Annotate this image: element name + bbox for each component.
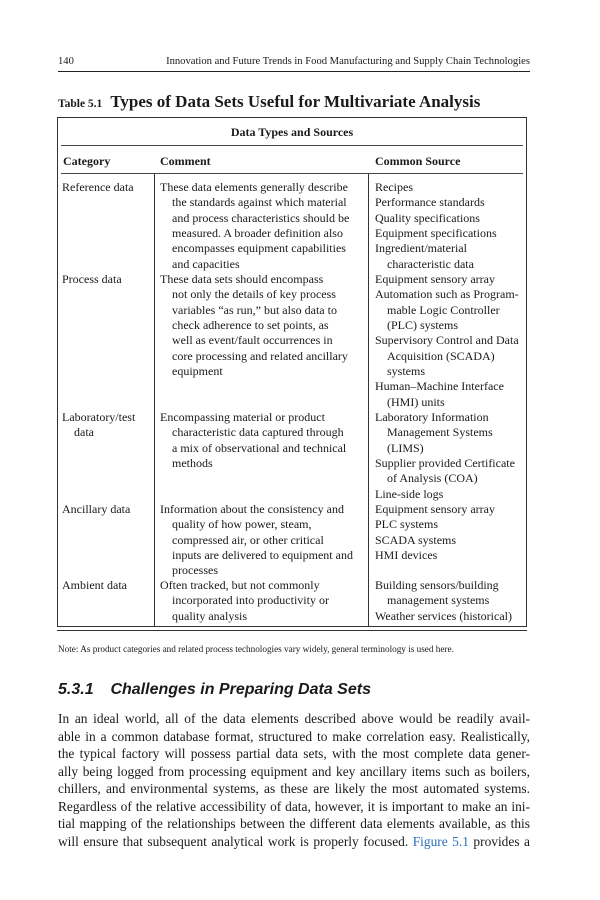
comment-line: not only the details of key process (172, 287, 336, 302)
source-line: (HMI) units (387, 394, 445, 409)
source-line: management systems (387, 593, 490, 608)
source-line: Management Systems (387, 425, 493, 440)
group-header-rule (61, 145, 523, 146)
page-number: 140 (58, 56, 74, 67)
comment-line: methods (172, 456, 213, 471)
source-line: PLC systems (375, 517, 439, 532)
row-reference-category (62, 180, 134, 195)
running-header (58, 56, 530, 72)
paragraph-last-line (58, 833, 530, 851)
category-line: Laboratory/test (62, 410, 136, 424)
comment-line: check adherence to set points, as (172, 318, 329, 333)
comment-line: quality analysis (172, 608, 247, 623)
comment-line: well as event/fault occurrences in (172, 333, 333, 348)
source-line: Automation such as Program- (375, 287, 519, 302)
table-caption (58, 92, 538, 112)
category-line: data (74, 425, 94, 440)
source-line: Equipment specifications (375, 226, 497, 241)
comment-line: These data elements generally describe (160, 180, 348, 194)
paragraph-line: tial mapping of the relationships between the different data elements available, as this (58, 816, 530, 831)
row-process-category (62, 272, 122, 287)
source-line: Equipment sensory array (375, 272, 495, 286)
row-reference-comment (160, 180, 349, 272)
column-header-comment: Comment (160, 154, 211, 168)
table-group-header: Data Types and Sources (230, 125, 354, 139)
category-line: Ambient data (62, 578, 127, 592)
comment-line: and capacities (172, 256, 240, 271)
source-line: (PLC) systems (387, 318, 459, 333)
section-number: 5.3.1 (58, 681, 94, 698)
running-title: Innovation and Future Trends in Food Manufacturing and Supply Chain Technologies (166, 56, 530, 67)
section-heading (58, 681, 371, 699)
figure-link[interactable]: Figure 5.1 (412, 833, 469, 849)
comment-line: incorporated into productivity or (172, 593, 329, 608)
row-process-source (375, 272, 519, 410)
source-line: Quality specifications (375, 210, 480, 225)
comment-line: quality of how power, steam, (172, 517, 312, 532)
table-bottom-rule (57, 630, 527, 631)
paragraph-line: ally being logged from processing equipment and key ancillary items such as boilers, (58, 763, 530, 779)
table-note: Note: As product categories and related process technologies vary widely, general terminology is used here. (58, 644, 454, 654)
row-ambient-comment (160, 578, 329, 624)
source-line: Equipment sensory array (375, 502, 495, 516)
source-line: Supervisory Control and Data (375, 333, 519, 348)
row-ancillary-category (62, 502, 130, 517)
column-header-category: Category (63, 154, 111, 168)
source-line: Laboratory Information (375, 410, 489, 424)
source-line: mable Logic Controller (387, 302, 500, 317)
paragraph-line: Regardless of the relative accessibility of data, however, it is important to make an ini- (58, 798, 530, 814)
comment-line: a mix of observational and technical (172, 440, 347, 455)
paragraph-line: the typical factory will possess partial data sets, with the most complete data gener- (58, 746, 530, 761)
source-line: Recipes (375, 180, 413, 194)
paragraph-line: In an ideal world, all of the data elements described above would be readily avail- (58, 711, 530, 726)
last-line-text: will ensure that subsequent analytical work is properly focused. (58, 833, 409, 849)
row-laboratory-comment (160, 410, 346, 471)
row-reference-source (375, 180, 497, 272)
data-table (57, 117, 527, 627)
comment-line: and process characteristics should be (172, 210, 350, 225)
source-line: systems (387, 364, 426, 379)
source-line: Supplier provided Certificate (375, 456, 515, 471)
comment-line: measured. A broader definition also (172, 226, 343, 241)
row-laboratory-category (62, 410, 135, 441)
comment-line: core processing and related ancillary (172, 348, 348, 363)
column-header-rule (61, 173, 523, 174)
body-paragraph (58, 710, 530, 850)
comment-line: processes (172, 563, 218, 578)
paragraph-line: chillers, and environmental systems, as these are likely the most automated systems. (58, 781, 530, 796)
source-line: Acquisition (SCADA) (387, 348, 495, 363)
row-ancillary-comment (160, 502, 353, 579)
row-process-comment (160, 272, 348, 379)
column-header-source: Common Source (375, 154, 461, 168)
comment-line: These data sets should encompass (160, 272, 324, 286)
row-ancillary-source (375, 502, 495, 563)
row-ambient-source (375, 578, 512, 624)
comment-line: characteristic data captured through (172, 425, 344, 440)
source-line: SCADA systems (375, 532, 457, 547)
source-line: characteristic data (387, 256, 474, 271)
source-line: Performance standards (375, 195, 485, 210)
comment-line: inputs are delivered to equipment and (172, 548, 353, 563)
row-laboratory-source (375, 410, 515, 502)
column-divider-1 (154, 174, 155, 626)
comment-line: variables “as run,” but also data to (172, 302, 337, 317)
source-line: Weather services (historical) (375, 608, 512, 623)
source-line: of Analysis (COA) (387, 471, 478, 486)
source-line: HMI devices (375, 548, 438, 563)
comment-line: Often tracked, but not commonly (160, 578, 320, 592)
row-ambient-category (62, 578, 127, 593)
table-number: Table 5.1 (58, 98, 103, 110)
source-line: Building sensors/building (375, 578, 499, 592)
comment-line: Encompassing material or product (160, 410, 325, 424)
source-line: Line-side logs (375, 486, 444, 501)
source-line: Human–Machine Interface (375, 379, 504, 394)
category-line: Reference data (62, 180, 134, 194)
column-divider-2 (368, 174, 369, 626)
comment-line: compressed air, or other critical (172, 532, 324, 547)
comment-line: encompasses equipment capabilities (172, 241, 346, 256)
comment-line: the standards against which material (172, 195, 347, 210)
category-line: Ancillary data (62, 502, 131, 516)
category-line: Process data (62, 272, 122, 286)
source-line: Ingredient/material (375, 241, 467, 256)
source-line: (LIMS) (387, 440, 424, 455)
paragraph-line: able in a common database format, structured to make correlation easy. Realistically, (58, 728, 530, 744)
comment-line: equipment (172, 364, 223, 379)
section-title: Challenges in Preparing Data Sets (110, 681, 371, 698)
table-title: Types of Data Sets Useful for Multivariate Analysis (110, 92, 481, 111)
last-line-text-end: provides a (473, 833, 530, 849)
comment-line: Information about the consistency and (160, 502, 344, 516)
